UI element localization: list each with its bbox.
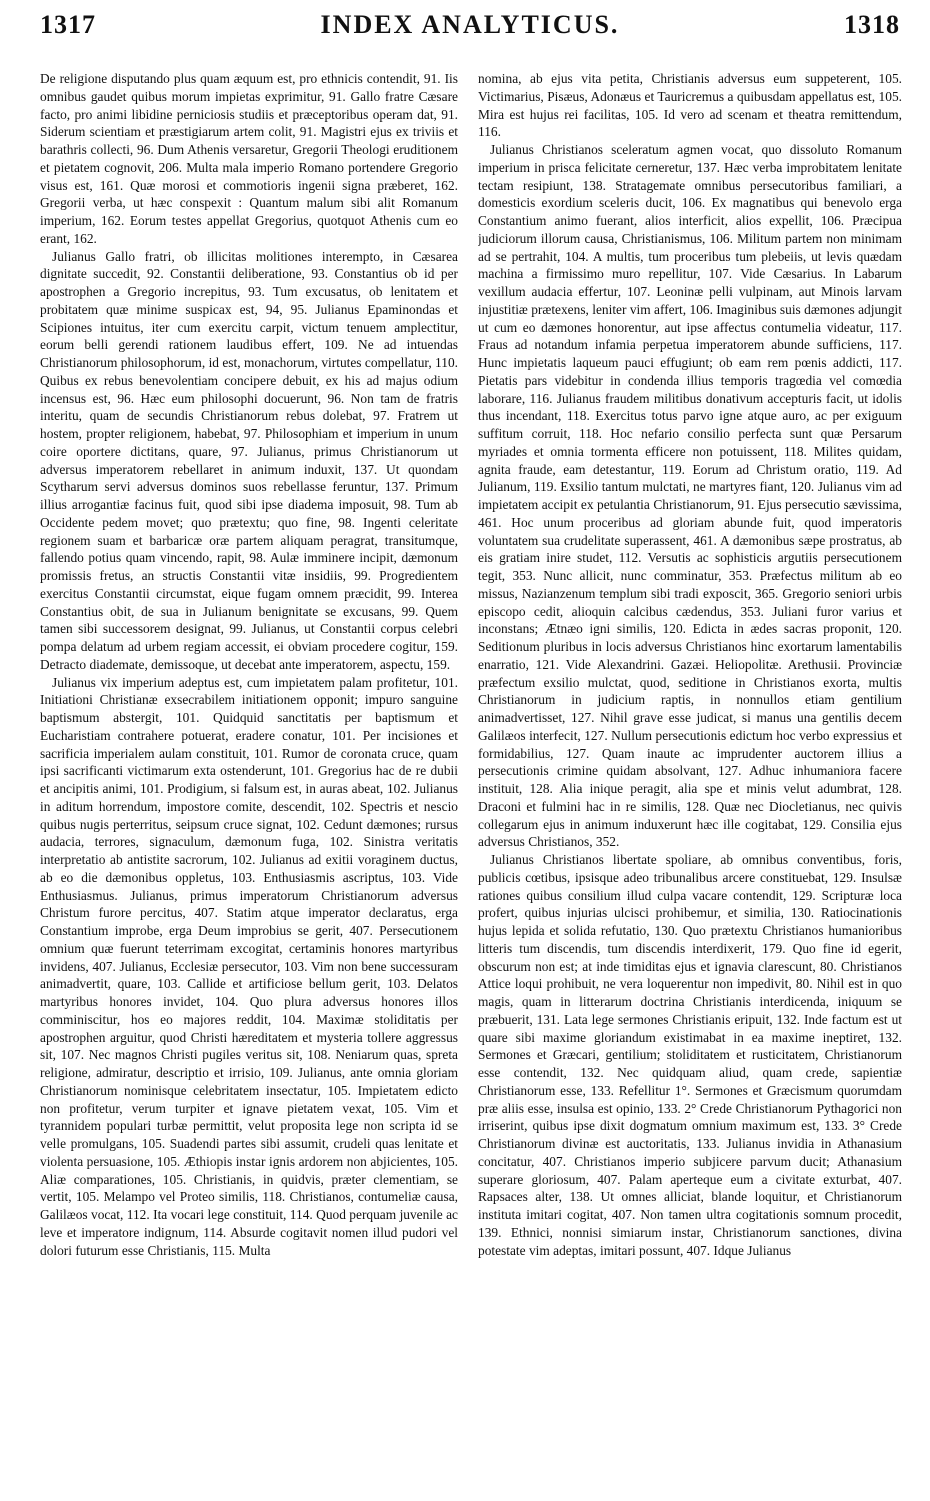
right-column [478,70,902,1490]
index-entry: Julianus Gallo fratri, ob illicitas molitiones interempto, in Cæsarea dignitate succedit, 92. Constantii deliberatione, 93. Constantius ob id per apostrophen a Gregorio increpitus, 93. Tum excusatus, ob lenitatem et probitatem quæ minime suspicax est, 94, 95. Julianus Epaminondas et Scipiones intuitus, iter cum exercitu carpit, victum tenuem amplectitur, eorum belli gerendi rationem laudibus effert, 109. Ne ad intuendas Christianorum philosophorum, id est, monachorum, virtutes compellatur, 110. Quibus ex rebus benevolentiam concipere debuit, ex his ad majus odium incensus est, 96. Hæc eum philosophi docuerunt, 96. Non tam de fratris interitu, quam de secundis Christianorum rebus dolebat, 97. Fratrem ut hostem, propter religionem, habebat, 97. Philosophiam et imperium in unum coire oportere dictitans, quare, 97. Julianus, primus Christianorum ut adversus imperatorem rebellaret in animum induxit, 137. Ut quondam Scytharum servi adversus dominos suos rebellasse feruntur, 137. Primum illius arrogantiæ facinus fuit, quod sibi ipse diadema imposuit, 98. Tum ab Occidente pedem movet; quo prætextu; quo fine, 98. Ingenti celeritate regionem suam et barbaricæ oræ partem aliquam peragrat, transitumque, fallendo potius quam vincendo, rapit, 98. Aulæ imminere incipit, dæmonum promissis fretus, an structis Constantii vitæ insidiis, 99. Progredientem exercitus Constantii circumstat, eique fugam omnem præcidit, 99. Interea Constantius obit, de sua in Julianum benignitate se excusans, 99. Quem tamen sibi successorem designat, 99. Julianus, ut Constantii corpus celebri pompa delatum ad urbem regiam accessit, ei obviam procedere cogitur, 159. Detracto diademate, demissoque, ut decebat ante imperatorem, aspectu, 159. [40,248,458,672]
index-entry: Julianus Christianos libertate spoliare, ab omnibus conventibus, foris, publicis cœtibus, ipsisque adeo tribunalibus arcere constituebat, 129. Insulsæ rationes quibus consilium illud culpa vacare contendit, 129. Scripturæ loca profert, quibus injurias ulcisci prohibemur, et similia, 130. Ratiocinationis hujus lepida et solida refutatio, 130. Quo prætextu Christianos humanioribus litteris tum discendis, tum discendis interdixerit, 179. Quo fine id egerit, obscurum non est; at inde timiditas ejus et ignavia clarescunt, 80. Christianos Attice loqui prohibuit, ne vera loquerentur non impedivit, 80. Nihil est in quo magis, quam in litterarum doctrina Christianis interdicenda, iniquum se præbuerit, 131. Lata lege sermones Christianis eripuit, 132. Inde factum est ut quare sibi maxime gloriandum existimabat in ea maxime ineptiret, 132. Sermones et Græcari, gentilium; stoliditatem et rusticitatem, Christianorum esse contendit, 132. Nec quidquam aliud, quam crede, sapientiæ Christianorum esse, 133. Refellitur 1°. Sermones et Græcismum quorumdam præ aliis esse, insulsa est opinio, 133. 2° Crede Christianorum Pythagorici non irriserint, quibus ipse dixit dogmatum omnium maximum est, 133. 3° Crede Christianorum divinæ est auctoritatis, 133. Julianus invidia in Athanasium concitatur, 407. Christianos imperio subjicere parvum ducit; Athanasium superare gloriosum, 407. Palam aperteque eum a civitate exturbat, 407. Rapsaces alter, 138. Ut omnes alliciat, blande loquitur, et Christianorum instituta imitari cogitat, 407. Non tamen ultra cogitationis somnum procedit, 139. Ethnici, nonnisi simiarum instar, Christianorum sanctiones, divina potestate vim adeptas, imitari possunt, 407. Idque Julianus [478,852,902,1258]
index-entry: nomina, ab ejus vita petita, Christianis adversus eum suppeterent, 105. Victimarius, Pisæus, Adonæus et Tauricremus a quibusdam appellatus est, 105. Mira est hujus rei facilitas, 105. Id vero ad scenam et theatra remittendum, 116. [478,71,902,140]
page-number-right: 1318 [844,10,900,39]
index-entry: Julianus Christianos sceleratum agmen vocat, quo dissoluto Romanum imperium in prisca felicitate cerneretur, 137. Hæc verba improbitatem lenitate tectam resipiunt, 138. Stratagemate omnibus persecutoribus familiari, a domesticis exordium sceleris ducit, 106. Ex magnatibus qui benevolo erga Constantium animo fuerant, alios interficit, alios expellit, 106. Præcipua judiciorum illorum causa, Christianismus, 106. Militum partem non minimam ad se pertrahit, 104. A multis, tum proceribus tum plebeiis, ut levis quædam machina a firmissimo muro repellitur, 107. Vide Cæsarius. In Labarum vexillum audacia effertur, 107. Leoninæ pelli vulpinam, aut Minois larvam injustitiæ prætexens, leniter vim affert, 106. Imaginibus suis dæmones adjungit ut cum eo dæmones honorentur, aut ipse affectus contumelia videatur, 117. Fraus ad notandum infamia perpetua imperatorem abunde sufficiens, 117. Hunc impietatis laqueum pauci effugiunt; ob eam rem pœnis addicti, 117. Pietatis pars videbitur in condenda illius temporis tragœdia vel comœdia laborare, 116. Julianus fraudem militibus donativum accepturis facit, ut idolis thus incendant, 118. Exercitus totus parvo igne atque auro, ac per exiguum suffitum corruit, 118. Hoc nefario consilio perfecta sunt quæ Persarum myriades et omnia tormenta efficere non potuissent, 118. Milites quidam, agnita fraude, eam detestantur, 119. Eorum ad Christum oratio, 119. Ad Julianum, 119. Exsilio tantum mulctati, ne martyres fiant, 120. Julianus vim ad impietatem accipit ex petulantia Christianorum, 91. Ejus persecutio sævissima, 461. Hoc unum proceribus ad gloriam abunde fuit, quod imperatoris voluntatem sua crudelitate superassent, 461. A dæmonibus sæpe prostratus, ab eis gratiam inire studet, 112. Versutis ac sophisticis argutiis persecutionem tegit, 353. Nunc allicit, nunc comminatur, 353. Præfectus militum ab eo missus, Nazianzenum templum sibi tradi exposcit, 365. Gregorio seniori urbis episcopo cedit, alioquin calcibus cædendus, 353. Juliani furor varius et inconstans; Ætnæo igni similis, 120. Edicta in ædes sacras proponit, 120. Seditionum pluribus in locis adversus Christianos hinc exortarum lamentabilis enarratio, 121. Vide Alexandrini. Gazæi. Heliopolitæ. Arethusii. Provinciæ præfectum exsilio mulctat, quod, seditione in Christianos exorta, multis Christianorum in judicium raptis, in nonnullos etiam gentilium animadvertisset, 127. Nihil grave esse judicat, si manus una gentilis decem Galilæos interfecit, 127. Nullum persecutionis edictum hoc verbo expressius et formidabilius, 127. Quam inautе ac imprudenter auctorem illius a persecutionis crimine quidam absolvant, 127. Adhuc inhumaniora facere instituit, 128. Alia inique peragit, alia spe et minis velut adumbrat, 128. Draconi et fulmini hac in re similis, 128. Quæ nec Diocletianus, nec quivis collegarum ejus in animum induxerunt hæc ille cogitabat, 129. Consilia ejus adversus Christianos, 352. [478,142,902,850]
index-entry: Julianus vix imperium adeptus est, cum impietatem palam profitetur, 101. Initiationi Christianæ exsecrabilem initiationem opponit; impuro sanguine baptismum abstergit, 101. Quidquid sanctitatis per baptismum et Eucharistiam contrahere potuerat, eradere conatur, 101. Per incisiones et sacrificia imperialem aulam constituit, 101. Rumor de coronata cruce, quam ipsi sacrificanti victimarum exta ostenderunt, 101. Gregorius hac de re dubii et ancipitis animi, 101. Prodigium, si falsum est, in auras abeat, 102. Julianus in aditum horrendum, impostore comite, descendit, 102. Spectris et nescio quibus nugis perterritus, seipsum cruce signat, 102. Cedunt dæmones; rursus audacia, terrores, signaculum, dæmonum fuga, 102. Sinistra veritatis interpretatio ab antistite sacrorum, 102. Julianus ad exitii voraginem ductus, ab eo die dæmonibus oppletus, 103. Enthusiasmis ascriptus, 103. Vide Enthusiasmus. Julianus, primus imperatorum Christianorum adversus Christum furore percitus, 407. Statim atque imperator declaratus, erga Constantium improbe, erga Deum improbius se gerit, 407. Persecutionem omnium quæ fuerunt teterrimam excogitat, certaminis honores martyribus invidens, 407. Julianus, Ecclesiæ persecutor, 103. Vim non bene successuram animadvertit, quare, 103. Callide et artificiose bellum gerit, 103. Delatos martyribus honores invidet, 104. Quo plura adversus honores illos comminiscitur, hos eo majores reddit, 104. Maximæ stoliditatis per apostrophen arguitur, quod Christi hæreditatem et mysteria tollere aggressus sit, 107. Nec magnos Christi pugiles veritus sit, 108. Neniarum quas, spreta religione, admiratur, descriptio et irrisio, 109. Julianus, ante omnia gloriam Christianorum nominisque celebritatem insectatur, 105. Impietatem edicto non profitetur, verum turpiter et ignave pietatem vexat, 105. Vim et tyrannidem populari turbæ permittit, velut proposita lege non scripta id se velle promulgans, 105. Suadendi partes sibi assumit, crudeli quas lenitate et violenta persuasione, 105. Æthiopis instar ignis ardorem non abjicientes, 105. Aliæ comparationes, 105. Christianis, in quidvis, præter clementiam, se vertit, 105. Melampo vel Proteo similis, 118. Christianos, contumeliæ causa, Galilæos vocat, 112. Ita vocari lege constituit, 114. Quod perquam juvenile ac leve et imperatore indignum, 114. Absurde cogitavit nomen illud pudori vel dolori futurum esse Christianis, 115. Multa [40,674,458,1258]
running-title: INDEX ANALYTICUS. [320,10,620,39]
page-header [40,6,900,48]
index-entry: De religione disputando plus quam æquum est, pro ethnicis contendit, 91. Iis omnibus gaudet quibus morum impietas exprimitur, 91. Gallo fratre Cæsare facto, pro animi libidine perniciosis studiis et præceptoribus operam dat, 91. Siderum scientiam et præstigiarum artem colit, 91. Magistri ejus ex triviis et barathris collecti, 96. Dum Athenis versaretur, Gregorii Theologi eruditionem et pietatem cognovit, 206. Multa mala imperio Romano portendere Gregorio visus est, 161. Quæ morosi et commotioris ingenii signa præberet, 162. Gregorii verba, ut hæc conspexit : Quantum malum sibi alit Romanum imperium, 162. Eorum testes appellat Gregorius, quotquot Athenis cum eo erant, 162. [40,71,458,246]
page-number-left: 1317 [40,10,96,39]
left-column [40,70,458,1490]
